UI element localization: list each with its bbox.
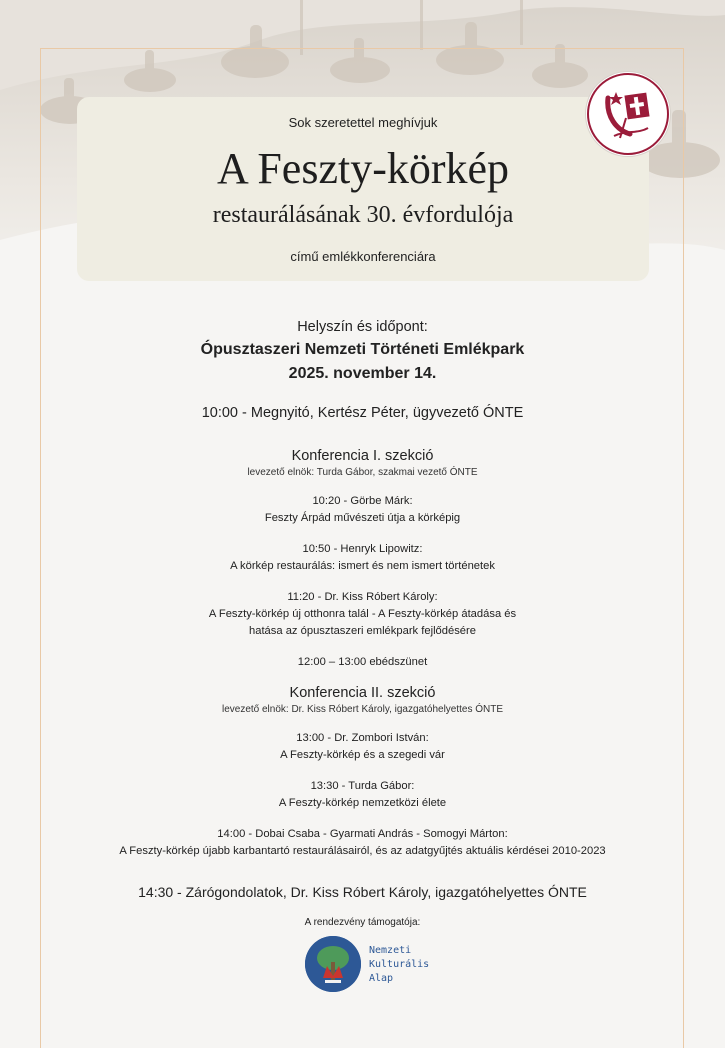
main-title: A Feszty-körkép — [216, 144, 510, 193]
section2-title: Konferencia II. szekció — [289, 685, 436, 701]
onte-logo — [586, 72, 670, 156]
talk-time-speaker: 13:00 - Dr. Zombori István: — [296, 732, 429, 744]
invitation-header — [77, 97, 649, 281]
lunch-break: 12:00 – 13:00 ebédszünet — [297, 656, 428, 668]
nka-tree-icon — [305, 936, 361, 992]
onte-emblem-icon — [586, 72, 670, 156]
conference-type-text: című emlékkonferenciára — [290, 249, 436, 264]
talk-topic: A Feszty-körkép új otthonra talál - A Feszty-körkép átadása és — [208, 608, 517, 620]
talk-time-speaker: 10:50 - Henryk Lipowitz: — [302, 543, 423, 555]
talk-time-speaker: 10:20 - Görbe Márk: — [312, 495, 413, 507]
event-date: 2025. november 14. — [288, 365, 437, 382]
sponsor-label: A rendezvény támogatója: — [304, 917, 421, 928]
talk-topic: A Feszty-körkép nemzetközi élete — [278, 797, 447, 809]
talk-topic: A körkép restaurálás: ismert és nem ismert történetek — [230, 560, 495, 572]
talk-topic-continued: hatása az ópusztaszeri emlékpark fejlődésére — [249, 625, 476, 637]
nka-logo — [305, 936, 455, 998]
nka-name-line: Nemzeti — [369, 945, 412, 956]
talk-time-speaker: 14:00 - Dobai Csaba - Gyarmati András - Somogyi Márton: — [217, 828, 508, 840]
talk-time-speaker: 13:30 - Turda Gábor: — [310, 780, 415, 792]
section2-chair: levezető elnök: Dr. Kiss Róbert Károly, igazgatóhelyettes ÓNTE — [221, 704, 504, 715]
talk-topic: A Feszty-körkép újabb karbantartó restaurálásairól, és az adatgyűjtés aktuális kérdései 2010-2023 — [119, 845, 606, 857]
nka-name — [369, 944, 429, 986]
closing-item: 14:30 - Zárógondolatok, Dr. Kiss Róbert Károly, igazgatóhelyettes ÓNTE — [138, 884, 587, 900]
talk-topic: A Feszty-körkép és a szegedi vár — [280, 749, 445, 761]
program-content — [50, 316, 675, 930]
venue-name: Ópusztaszeri Nemzeti Történeti Emlékpark — [200, 341, 525, 358]
location-label: Helyszín és időpont: — [297, 319, 428, 335]
nka-name-line: Alap — [369, 973, 394, 984]
section1-chair: levezető elnök: Turda Gábor, szakmai vezető ÓNTE — [247, 467, 478, 478]
talk-topic: Feszty Árpád művészeti útja a körképig — [264, 512, 461, 524]
intro-text: Sok szeretettel meghívjuk — [288, 115, 438, 130]
section1-title: Konferencia I. szekció — [291, 448, 434, 464]
talk-time-speaker: 11:20 - Dr. Kiss Róbert Károly: — [287, 591, 438, 603]
opening-item: 10:00 - Megnyitó, Kertész Péter, ügyvezető ÓNTE — [201, 405, 524, 421]
nka-name-line: Kulturális — [369, 959, 430, 970]
subtitle: restaurálásának 30. évfordulója — [212, 202, 514, 228]
